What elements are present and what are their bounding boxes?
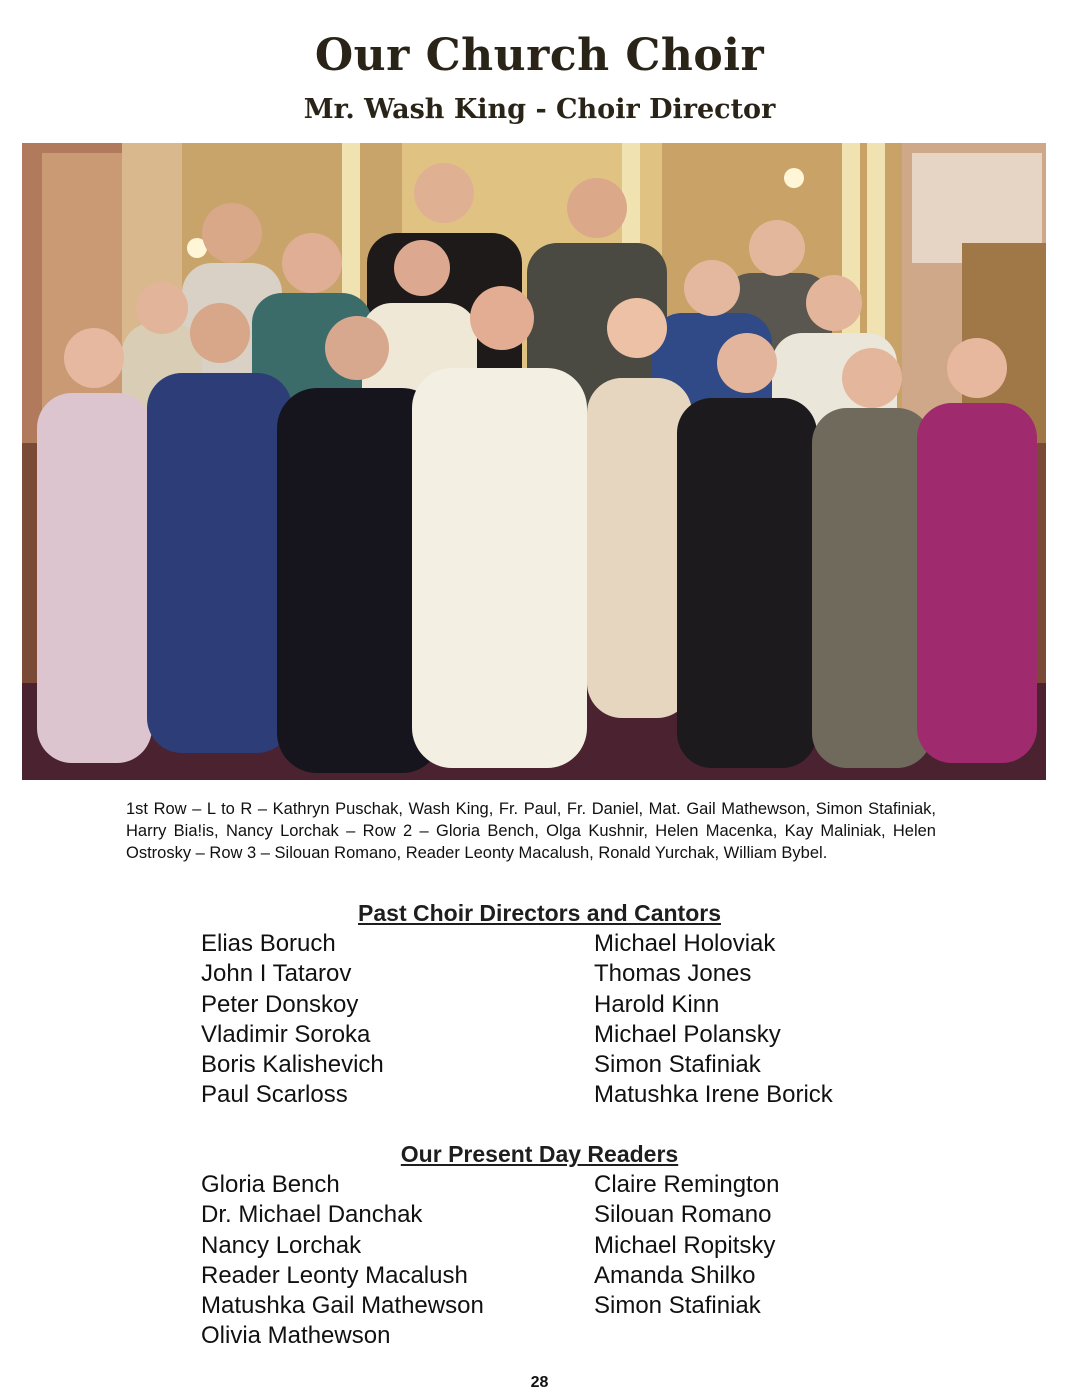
list-item: Reader Leonty Macalush <box>201 1261 468 1289</box>
list-item: John I Tatarov <box>201 960 352 988</box>
list-item: Michael Polansky <box>594 1020 781 1048</box>
photo-caption: 1st Row – L to R – Kathryn Puschak, Wash King, Fr. Paul, Fr. Daniel, Mat. Gail Mathewson, Simon Stafiniak, Harry Bia!is, Nancy Lorchak – Row 2 – Gloria Bench, Olga Kushnir, Helen Macenka, Kay Maliniak, Helen Ostrosky – Row 3 – Silouan Romano, Reader Leonty Macalush, Ronald Yurchak, William Bybel. <box>126 800 936 862</box>
list-item: Vladimir Soroka <box>201 1020 371 1048</box>
list-item: Nancy Lorchak <box>201 1231 362 1259</box>
past-directors-heading: Past Choir Directors and Cantors <box>358 900 721 926</box>
readers-heading: Our Present Day Readers <box>400 1141 679 1167</box>
list-item: Paul Scarloss <box>201 1081 348 1109</box>
choir-group-photo <box>22 143 1046 780</box>
list-item: Peter Donskoy <box>201 990 359 1018</box>
page-subtitle: Mr. Wash King - Choir Director <box>303 94 776 125</box>
list-item: Boris Kalishevich <box>201 1051 384 1079</box>
list-item: Michael Holoviak <box>594 930 776 957</box>
list-item: Thomas Jones <box>594 960 752 988</box>
list-item: Matushka Gail Mathewson <box>201 1292 484 1320</box>
list-item: Matushka Irene Borick <box>594 1081 833 1109</box>
list-item: Olivia Mathewson <box>201 1322 391 1350</box>
list-item: Elias Boruch <box>201 930 336 957</box>
list-item: Gloria Bench <box>201 1171 340 1198</box>
list-item: Simon Stafiniak <box>594 1051 761 1079</box>
list-item: Michael Ropitsky <box>594 1231 776 1259</box>
past-directors-right-column <box>594 929 833 1111</box>
readers-left-column <box>201 1170 484 1352</box>
choir-photo-illustration <box>22 143 1046 780</box>
list-item: Dr. Michael Danchak <box>201 1201 423 1229</box>
page-title: Our Church Choir <box>314 30 765 81</box>
list-item: Simon Stafiniak <box>594 1292 761 1320</box>
list-item: Claire Remington <box>594 1171 780 1198</box>
readers-right-column <box>594 1170 779 1321</box>
list-item: Harold Kinn <box>594 990 720 1018</box>
list-item: Silouan Romano <box>594 1201 772 1229</box>
page-number: 28 <box>530 1374 549 1391</box>
list-item: Amanda Shilko <box>594 1261 756 1289</box>
past-directors-left-column <box>201 929 384 1111</box>
